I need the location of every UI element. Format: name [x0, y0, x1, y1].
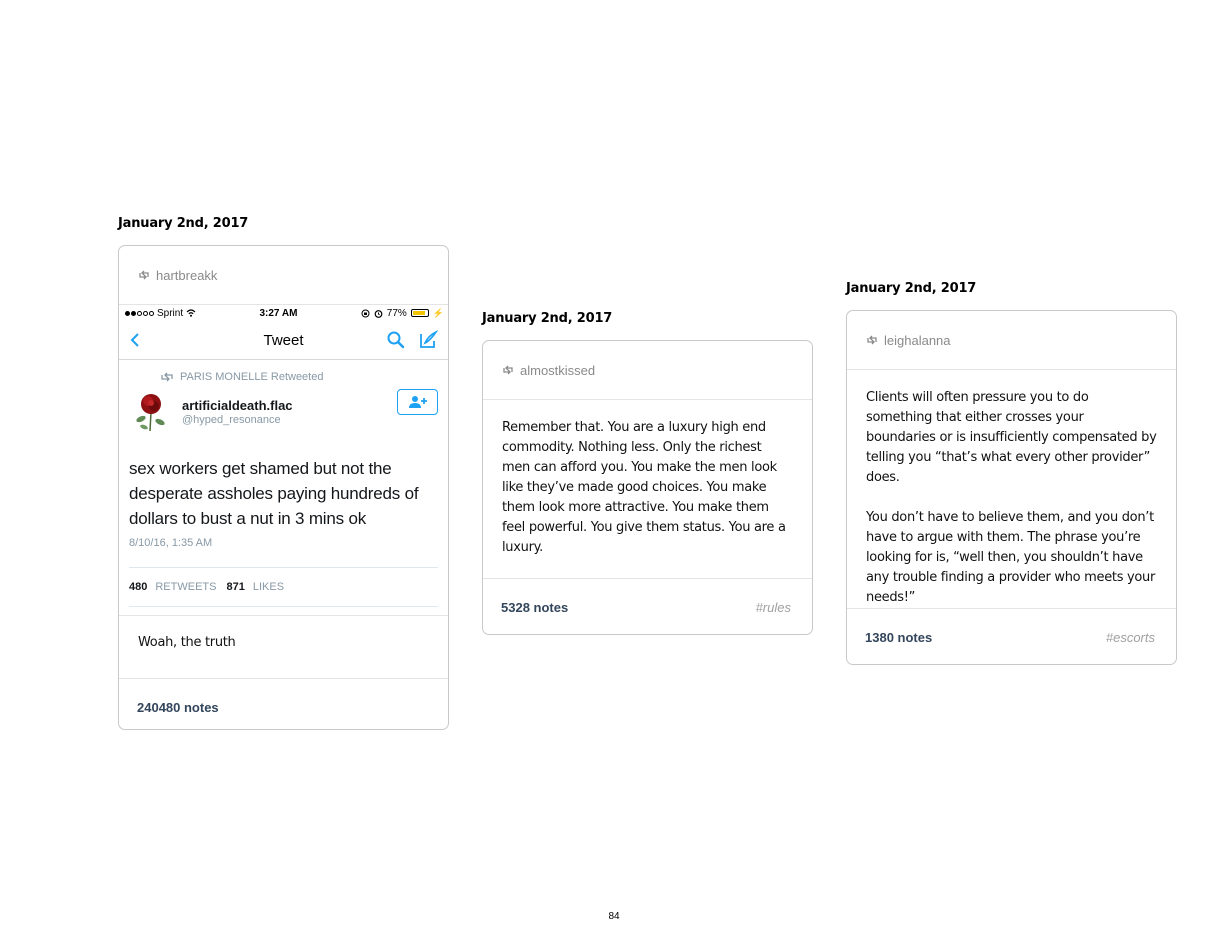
tweet-text: sex workers get shamed but not the desperate assholes paying hundreds of dollars to bust a nut in 3 mins ok — [129, 459, 419, 528]
post-username[interactable]: hartbreakk — [156, 267, 218, 283]
search-icon[interactable] — [386, 330, 406, 350]
tweet-screenshot — [119, 305, 448, 616]
post-header — [483, 341, 812, 400]
back-chevron-icon[interactable] — [129, 332, 141, 348]
likes-count: 871 — [226, 581, 245, 593]
tweet-stats — [129, 567, 438, 607]
author-handle[interactable]: @hyped_resonance — [182, 414, 281, 426]
post-card-almostkissed — [482, 340, 813, 635]
page-number: 84 — [608, 911, 620, 922]
notes-count[interactable]: 240480 notes — [137, 700, 219, 715]
post-footer — [847, 608, 1176, 665]
retweets-count: 480 — [129, 581, 148, 593]
post-header — [119, 246, 448, 305]
follow-button[interactable] — [397, 389, 438, 415]
post-username[interactable]: almostkissed — [520, 362, 596, 378]
comment-text: Woah, the truth — [138, 635, 236, 650]
tweet-timestamp: 8/10/16, 1:35 AM — [129, 537, 213, 549]
nav-title: Tweet — [263, 331, 304, 349]
retweeted-by-label: PARIS MONELLE Retweeted — [180, 371, 324, 383]
carrier-label: Sprint — [157, 307, 184, 319]
tweet-navbar — [119, 321, 448, 360]
post-date: January 2nd, 2017 — [846, 281, 977, 296]
post-header — [847, 311, 1176, 370]
post-date: January 2nd, 2017 — [118, 216, 249, 231]
reblog-icon — [866, 335, 878, 345]
wifi-icon — [186, 309, 196, 317]
charging-icon: ⚡ — [432, 307, 444, 318]
likes-label: LIKES — [252, 581, 285, 593]
rotation-lock-icon — [361, 309, 370, 318]
post-body — [847, 370, 1176, 608]
battery-icon — [411, 309, 429, 317]
rose-avatar[interactable] — [132, 392, 170, 432]
retweet-icon — [160, 372, 174, 382]
post-tag[interactable]: #rules — [755, 600, 791, 615]
notes-count[interactable]: 1380 notes — [865, 630, 933, 645]
post-date: January 2nd, 2017 — [482, 311, 613, 326]
retweeted-by — [160, 371, 448, 383]
post-body — [483, 400, 812, 578]
post-paragraph: You don’t have to believe them, and you don’t have to argue with them. The phrase you’re looking for is, “well then, you shouldn’t have any trouble finding a provider who meets your needs!” — [866, 510, 1156, 605]
add-user-icon — [407, 395, 429, 409]
reblog-icon — [502, 365, 514, 375]
post-username[interactable]: leighalanna — [884, 332, 951, 348]
author-display-name[interactable]: artificialdeath.flac — [182, 398, 293, 413]
reblog-icon — [138, 270, 150, 280]
post-text: Remember that. You are a luxury high end commodity. Nothing less. Only the richest men can afford you. You make the men look like they’ve made good choices. You make them look more attractive. You make them feel powerful. You give them status. You are a luxury. — [502, 420, 786, 555]
notes-count[interactable]: 5328 notes — [501, 600, 569, 615]
status-bar — [119, 305, 448, 321]
post-tag[interactable]: #escorts — [1105, 630, 1155, 645]
retweets-label: RETWEETS — [155, 581, 217, 593]
compose-icon[interactable] — [418, 330, 438, 350]
post-card-leighalanna — [846, 310, 1177, 665]
clock: 3:27 AM — [259, 307, 298, 319]
alarm-icon — [374, 309, 383, 318]
post-paragraph: Clients will often pressure you to do something that either crosses your boundaries or is insufficiently compensated by telling you “that’s what every other provider” does. — [866, 390, 1157, 485]
signal-icon — [125, 311, 154, 316]
tweet-author — [132, 392, 438, 432]
post-comment — [119, 616, 448, 678]
post-card-hartbreakk — [118, 245, 449, 730]
battery-percent: 77% — [386, 307, 407, 319]
post-footer — [483, 578, 812, 635]
post-footer — [119, 678, 448, 730]
